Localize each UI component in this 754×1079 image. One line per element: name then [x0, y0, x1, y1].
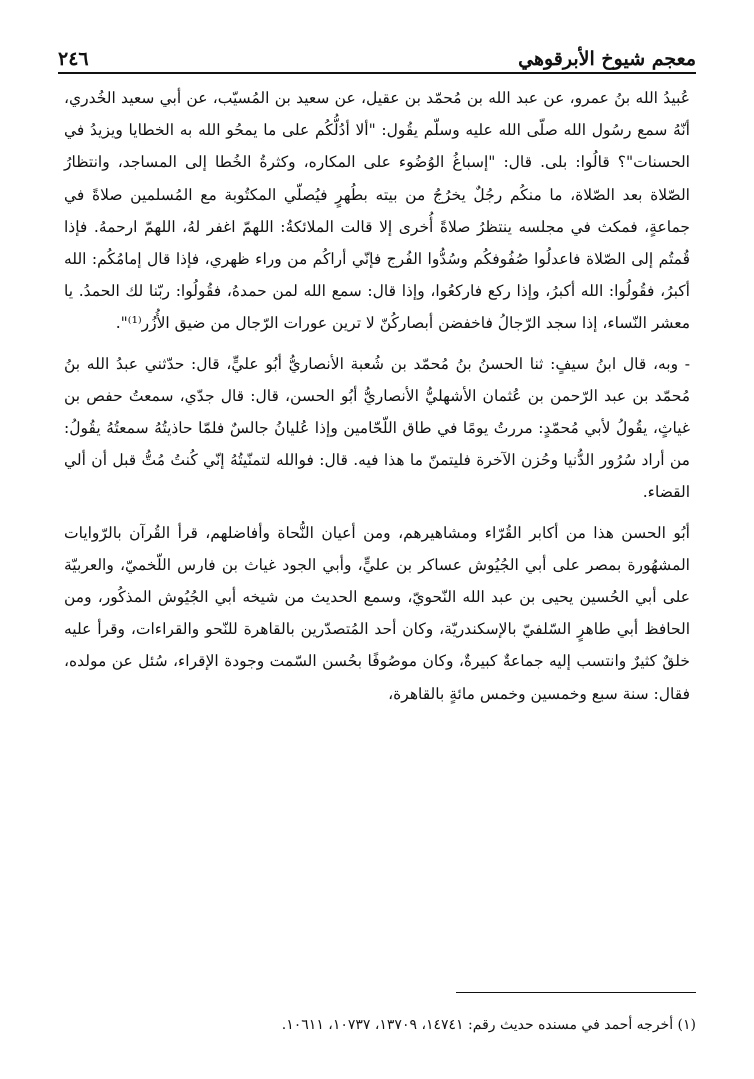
paragraph-hadith: عُبيدُ الله بنُ عمرو، عن عبد الله بن مُحمّد بن عقيل، عن سعيد بن المُسيّب، عن أبي سعيد الخُدري، أنّهُ سمع رسُول الله صلّى الله عليه وسلّم يقُول: "ألا أدُلُّكُم على ما يمحُو الله به الخطايا ويزيدُ في الحسنات"؟ قالُوا: بلى. قال: "إسباغُ الوُضُوء على المكاره، وكثرةُ الخُطا إلى المساجد، وانتظارُ الصّلاة بعد الصّلاة، ما منكُم رجُلٌ يخرُجُ من بيته بطُهرٍ فيُصلّي المكتُوبة مع المُسلمين صلاةً في جماعةٍ، فمكث في مجلسه ينتظرُ صلاةً أُخرى إلا قالت الملائكةُ: اللهمّ اغفر لهُ، اللهمّ ارحمهُ. فإذا قُمتُم إلى الصّلاة فاعدلُوا صُفُوفكُم وسُدُّوا الفُرج فإنّي أراكُم من وراء ظهري، فإذا قال إمامُكُم: الله أكبرُ، فقُولُوا: الله أكبرُ، وإذا ركع فاركعُوا، وإذا قال: سمع الله لمن حمدهُ، فقُولُوا: ربّنا لك الحمدُ. يا معشر النّساء، إذا سجد الرّجالُ فاخفضن أبصاركُنّ لا ترين عورات الرّجال من ضيق الأُزُر⁽¹⁾". — [64, 89, 690, 333]
paragraph-narration: - وبه، قال ابنُ سيفٍ: ثنا الحسنُ بنُ مُحمّد بن شُعبة الأنصاريُّ أبُو عليٍّ، قال: حدّثني عبدُ الله بنُ مُحمّد بن عبد الرّحمن بن عُثمان الأشهليُّ الأنصاريُّ أبُو الحسن، قال: قال جدّي، سمعتُ حفص بن غياثٍ، يقُولُ لأبي مُحمّدٍ: مررتُ يومًا في طاق اللّحّامين وإذا عُليانُ جالسٌ فلمّا حاذيتُهُ سمعتُهُ يقُولُ: من أراد سُرُور الدُّنيا وحُزن الآخرة فليتمنّ ما هذا فيه. قال: فوالله لتمنّيتُهُ إنّي كُنتُ مُتُّ قبل أن ألي القضاء. — [64, 354, 690, 502]
running-title: معجم شيوخ الأبرقوهي — [518, 48, 696, 70]
body-text — [64, 82, 690, 710]
page-header — [58, 30, 696, 70]
paragraph-biography: أبُو الحسن هذا من أكابر القُرّاء ومشاهيرهم، ومن أعيان النُّحاة وأفاضلهم، قرأ القُرآن بالرّوايات المشهُورة بمصر على أبي الجُيُوش عساكر بن عليٍّ، وأبي الجود غياث بن فارس اللّخميّ، والعربيّة على أبي الحُسين يحيى بن عبد الله النّحويّ، وسمع الحديث من شيخه أبي الجُيُوش المذكُور، ومن الحافظ أبي طاهرٍ السّلفيّ بالإسكندريّة، وكان أحد المُتصدّرين بالقاهرة للنّحو والقراءات، وقرأ عليه خلقٌ كثيرٌ وانتسب إليه جماعةٌ كبيرةٌ، وكان موصُوفًا بحُسن السّمت وجودة الإقراء، سُئل عن مولده، فقال: سنة سبع وخمسين وخمس مائةٍ بالقاهرة، — [64, 523, 690, 703]
footnote-rule — [456, 992, 696, 993]
page-number: ٢٤٦ — [58, 48, 89, 70]
footnote: (١) أخرجه أحمد في مسنده حديث رقم: ١٤٧٤١، ١٣٧٠٩، ١٠٧٣٧، ١٠٦١١. — [281, 1017, 696, 1033]
header-rule — [58, 72, 696, 74]
